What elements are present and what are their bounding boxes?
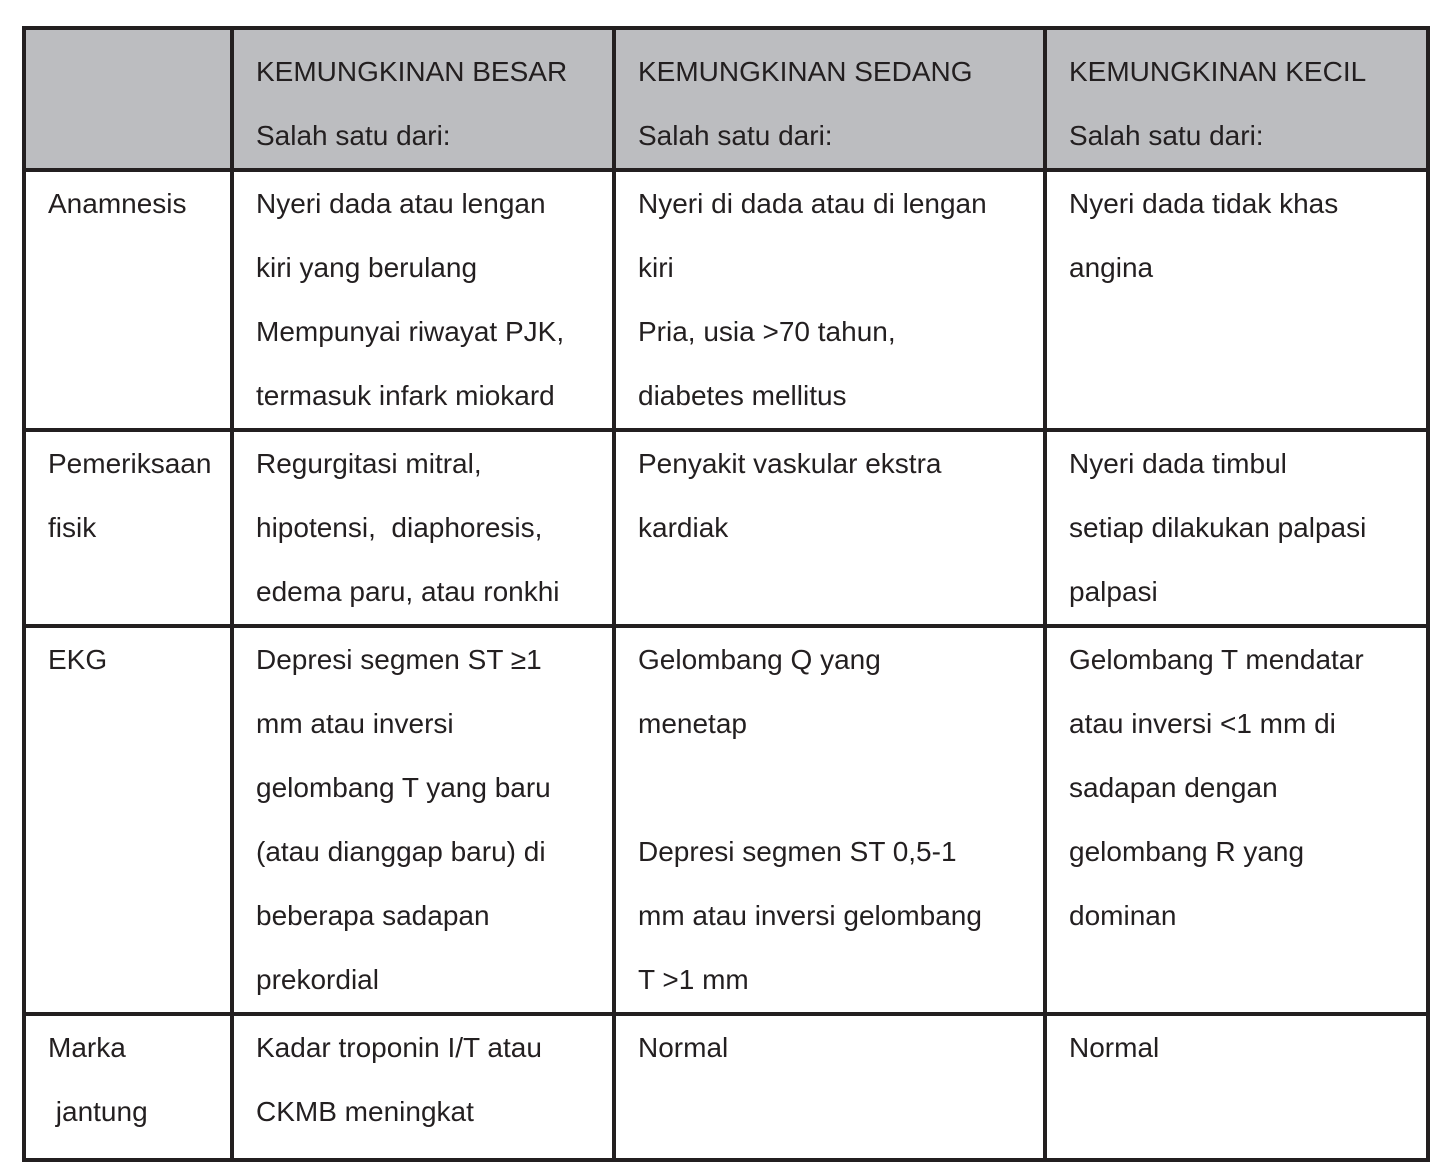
cell-text-line: Salah satu dari: [256,120,451,151]
cell-text-line: CKMB meningkat [256,1096,474,1127]
cell-text-line: Nyeri di dada atau di lengan [638,188,987,219]
table-row-marka-jantung [24,1014,1428,1160]
cell-text-line: Salah satu dari: [1069,120,1264,151]
cell-text-line: beberapa sadapan [256,900,490,931]
cell-text-line: Marka [48,1032,126,1063]
cell-text-line: menetap [638,708,747,739]
diagnosis-probability-table [22,26,1430,1162]
cell-text-line [638,756,1043,820]
cell-text-line: Salah satu dari: [638,120,833,151]
cell-text-line: hipotensi, diaphoresis, [256,512,543,543]
cell-kemungkinan-sedang [614,170,1045,430]
cell-text-line: Pria, usia >70 tahun, [638,316,896,347]
cell-text-line: Mempunyai riwayat PJK, [256,316,565,347]
cell-text-line: Penyakit vaskular ekstra [638,448,942,479]
cell-text-line: EKG [48,644,108,675]
cell-text-line: Normal [638,1032,729,1063]
cell-text-line: Kadar troponin I/T atau [256,1032,542,1063]
cell-text-line: Anamnesis [48,188,187,219]
cell-text-line: T >1 mm [638,964,749,995]
cell-kemungkinan-kecil [1045,170,1428,430]
cell-kemungkinan-kecil [1045,626,1428,1014]
cell-text-line: mm atau inversi gelombang [638,900,982,931]
cell-text-line: Nyeri dada tidak khas [1069,188,1339,219]
header-cell-kemungkinan-kecil [1045,28,1428,170]
cell-text-line: KEMUNGKINAN SEDANG [638,56,973,87]
cell-text-line: Normal [1069,1032,1160,1063]
cell-text-line: Gelombang T mendatar [1069,644,1364,675]
cell-text-line: KEMUNGKINAN KECIL [1069,56,1367,87]
cell-text-line: kardiak [638,512,729,543]
cell-text-line: atau inversi <1 mm di [1069,708,1336,739]
cell-text-line: palpasi [1069,576,1158,607]
header-cell-kemungkinan-sedang [614,28,1045,170]
cell-text-line: fisik [48,512,97,543]
cell-kemungkinan-sedang [614,430,1045,626]
table-row-pemeriksaan-fisik [24,430,1428,626]
cell-text-line: Pemeriksaan [48,448,212,479]
cell-text-line: mm atau inversi [256,708,454,739]
cell-kemungkinan-sedang [614,626,1045,1014]
header-cell-label [24,28,232,170]
cell-kemungkinan-besar [232,626,614,1014]
table-row-anamnesis [24,170,1428,430]
cell-text-line: KEMUNGKINAN BESAR [256,56,568,87]
cell-text-line: (atau dianggap baru) di [256,836,546,867]
cell-text-line: kiri yang berulang [256,252,478,283]
cell-text-line: setiap dilakukan palpasi [1069,512,1367,543]
cell-text-line: Nyeri dada timbul [1069,448,1287,479]
cell-text-line: jantung [48,1096,148,1127]
cell-text-line: Nyeri dada atau lengan [256,188,546,219]
cell-kemungkinan-kecil [1045,1014,1428,1160]
cell-text-line: diabetes mellitus [638,380,847,411]
cell-text-line: Gelombang Q yang [638,644,881,675]
cell-kemungkinan-sedang [614,1014,1045,1160]
cell-label [24,1014,232,1160]
table-row-ekg [24,626,1428,1014]
cell-kemungkinan-kecil [1045,430,1428,626]
cell-text-line: Regurgitasi mitral, [256,448,482,479]
cell-text-line: gelombang R yang [1069,836,1305,867]
cell-text-line: gelombang T yang baru [256,772,551,803]
cell-kemungkinan-besar [232,1014,614,1160]
cell-kemungkinan-besar [232,430,614,626]
cell-label [24,170,232,430]
cell-text-line: Depresi segmen ST ≥1 [256,644,542,675]
cell-kemungkinan-besar [232,170,614,430]
cell-text-line: edema paru, atau ronkhi [256,576,560,607]
cell-label [24,626,232,1014]
cell-text-line: Depresi segmen ST 0,5-1 [638,836,957,867]
cell-label [24,430,232,626]
cell-text-line: dominan [1069,900,1177,931]
cell-text-line: angina [1069,252,1154,283]
cell-text-line: sadapan dengan [1069,772,1278,803]
header-row [24,28,1428,170]
cell-text-line: kiri [638,252,674,283]
cell-text-line: termasuk infark miokard [256,380,555,411]
header-cell-kemungkinan-besar [232,28,614,170]
cell-text-line: prekordial [256,964,379,995]
